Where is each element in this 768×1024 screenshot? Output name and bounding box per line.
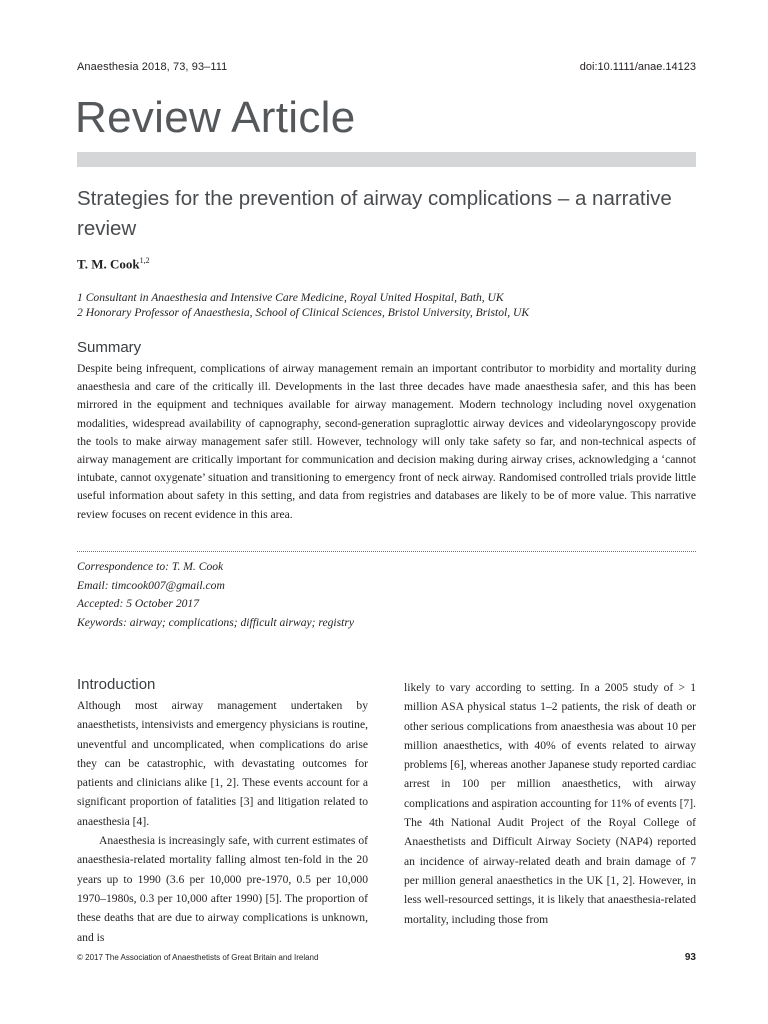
intro-paragraph-1: Although most airway management undertaken by anaesthetists, intensivists and emergency physicians is routine, uneventful and uncomplicated, when complications do arise they can be catastrophic, with devastating outcomes for patients and clinicians alike [1, 2]. These events account for a significant proportion of fatalities [3] and litigation related to anaesthesia [4].: [77, 699, 368, 828]
article-title: Strategies for the prevention of airway complications – a narrative review: [77, 187, 672, 240]
right-column: [404, 678, 696, 929]
journal-citation: Anaesthesia 2018, 73, 93–111: [77, 61, 228, 73]
summary-text: Despite being infrequent, complications of airway management remain an important contributor to morbidity and mortality during anaesthesia and care of the critically ill. Developments in the last three decades have made anaesthesia safer, and this has been mirrored in the equipment and techniques available for airway management. Modern technology including novel oxygenation modalities, widespread availability of capnography, second-generation supraglottic airway devices and videolaryngoscopy provide the tools to make airway management safer still. However, technology will only take safety so far, and non-technical aspects of airway management are critically important for communication and decision making during airway crises, acknowledging a ‘cannot intubate, cannot oxygenate’ situation and transitioning to emergency front of neck airway. Randomised controlled trials provide little useful information about safety in this setting, and data from registries and databases are likely to be of more value. This narrative review focuses on recent evidence in this area.: [77, 362, 696, 521]
affiliation-2: 2 Honorary Professor of Anaesthesia, School of Clinical Sciences, Bristol University, Bristol, UK: [77, 306, 530, 319]
introduction-heading: Introduction: [77, 676, 156, 693]
affiliations: [77, 290, 697, 320]
author-line: [77, 256, 150, 272]
footer-copyright: © 2017 The Association of Anaesthetists of Great Britain and Ireland: [77, 953, 319, 962]
intro-paragraph-3: likely to vary according to setting. In a 2005 study of > 1 million ASA physical status 1–2 patients, the risk of death or other serious complications from anaesthesia was about 10 per million anaesthetics, with 40% of events related to airway problems [6], whereas another Japanese study reported cardiac arrest in 100 per million anaesthetics, with airway complications and aspiration accounting for 11% of events [7]. The 4th National Audit Project of the Royal College of Anaesthetists and Difficult Airway Society (NAP4) reported an incidence of airway-related death and brain damage of 7 per million general anaesthetics in the UK [1, 2]. However, in less well-resourced settings, it is likely that anaesthesia-related mortality, including those from: [404, 681, 696, 926]
summary-heading: Summary: [77, 339, 142, 356]
author-name: T. M. Cook: [77, 256, 140, 272]
dotted-divider: [77, 551, 696, 552]
page-number: 93: [684, 952, 696, 963]
keywords: Keywords: airway; complications; difficult airway; registry: [77, 615, 355, 629]
doi[interactable]: doi:10.1111/anae.14123: [579, 61, 696, 73]
author-superscript: 1,2: [139, 256, 150, 265]
article-meta: [77, 558, 696, 632]
left-column: [77, 696, 368, 947]
affiliation-1: 1 Consultant in Anaesthesia and Intensive Care Medicine, Royal United Hospital, Bath, UK: [77, 291, 504, 304]
correspondence: Correspondence to: T. M. Cook: [77, 560, 224, 573]
accepted-date: Accepted: 5 October 2017: [77, 597, 200, 611]
article-type-heading: Review Article: [75, 93, 356, 142]
email[interactable]: Email: timcook007@gmail.com: [77, 578, 225, 592]
intro-paragraph-2: Anaesthesia is increasingly safe, with current estimates of anaesthesia-related mortality falling almost ten-fold in the 20 years up to 1990 (3.6 per 10,000 pre-1970, 0.5 per 10,000 1970–1980s, 0.3 per 10,000 after 1990) [5]. The proportion of these deaths that are due to airway complications is unknown, and is: [77, 834, 368, 944]
header-divider-bar: [77, 152, 696, 167]
